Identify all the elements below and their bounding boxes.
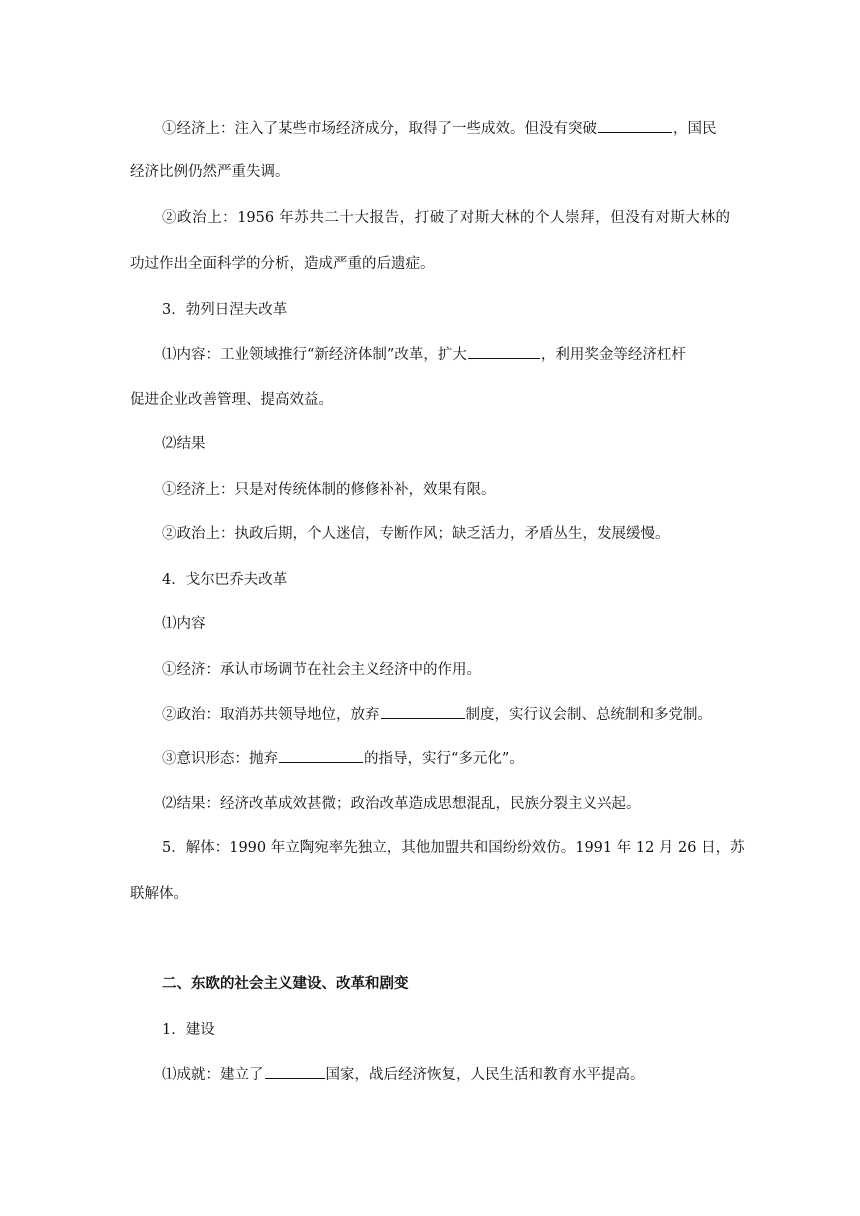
- subheading: ⑴内容: [162, 616, 206, 632]
- fill-in-blank[interactable]: [598, 118, 672, 133]
- chapter-heading: 二、东欧的社会主义建设、改革和剧变: [162, 975, 409, 992]
- paragraph-line: ②政治上：1956 年苏共二十大报告，打破了对斯大林的个人崇拜，但没有对斯大林的: [162, 210, 730, 226]
- paragraph-line: 5．解体：1990 年立陶宛率先独立，其他加盟共和国纷纷效仿。1991 年 12 月 26 日，苏: [162, 840, 745, 856]
- paragraph-line: ③意识形态：抛弃 的指导，实行“多元化”。: [162, 748, 524, 769]
- paragraph-line: ①经济上：只是对传统体制的修修补补，效果有限。: [162, 482, 496, 498]
- paragraph-line: 促进企业改善管理、提高效益。: [130, 392, 333, 408]
- fill-in-blank[interactable]: [265, 1064, 325, 1079]
- paragraph-line: 经济比例仍然严重失调。: [130, 164, 290, 180]
- section-heading: 4．戈尔巴乔夫改革: [162, 572, 288, 588]
- section-heading: 1．建设: [162, 1022, 215, 1038]
- paragraph-line: ⑴成就：建立了 国家，战后经济恢复，人民生活和教育水平提高。: [162, 1064, 645, 1085]
- fill-in-blank[interactable]: [381, 704, 465, 719]
- fill-in-blank[interactable]: [279, 748, 363, 763]
- paragraph-line: 联解体。: [130, 886, 188, 902]
- paragraph-line: ①经济：承认市场调节在社会主义经济中的作用。: [162, 662, 481, 678]
- paragraph-line: ①经济上：注入了某些市场经济成分，取得了一些成效。但没有突破 ，国民: [162, 118, 730, 139]
- paragraph-line: 功过作出全面科学的分析，造成严重的后遗症。: [130, 256, 435, 272]
- paragraph-line: ②政治上：执政后期，个人迷信，专断作风；缺乏活力，矛盾丛生，发展缓慢。: [162, 526, 670, 542]
- subheading: ⑵结果: [162, 436, 206, 452]
- section-heading: 3．勃列日涅夫改革: [162, 302, 288, 318]
- paragraph-line: ②政治：取消苏共领导地位，放弃 制度，实行议会制、总统制和多党制。: [162, 704, 712, 725]
- paragraph-line: ⑵结果：经济改革成效甚微；政治改革造成思想混乱，民族分裂主义兴起。: [162, 796, 641, 812]
- fill-in-blank[interactable]: [468, 344, 540, 359]
- paragraph-line: ⑴内容：工业领域推行“新经济体制”改革，扩大 ，利用奖金等经济杠杆: [162, 344, 730, 365]
